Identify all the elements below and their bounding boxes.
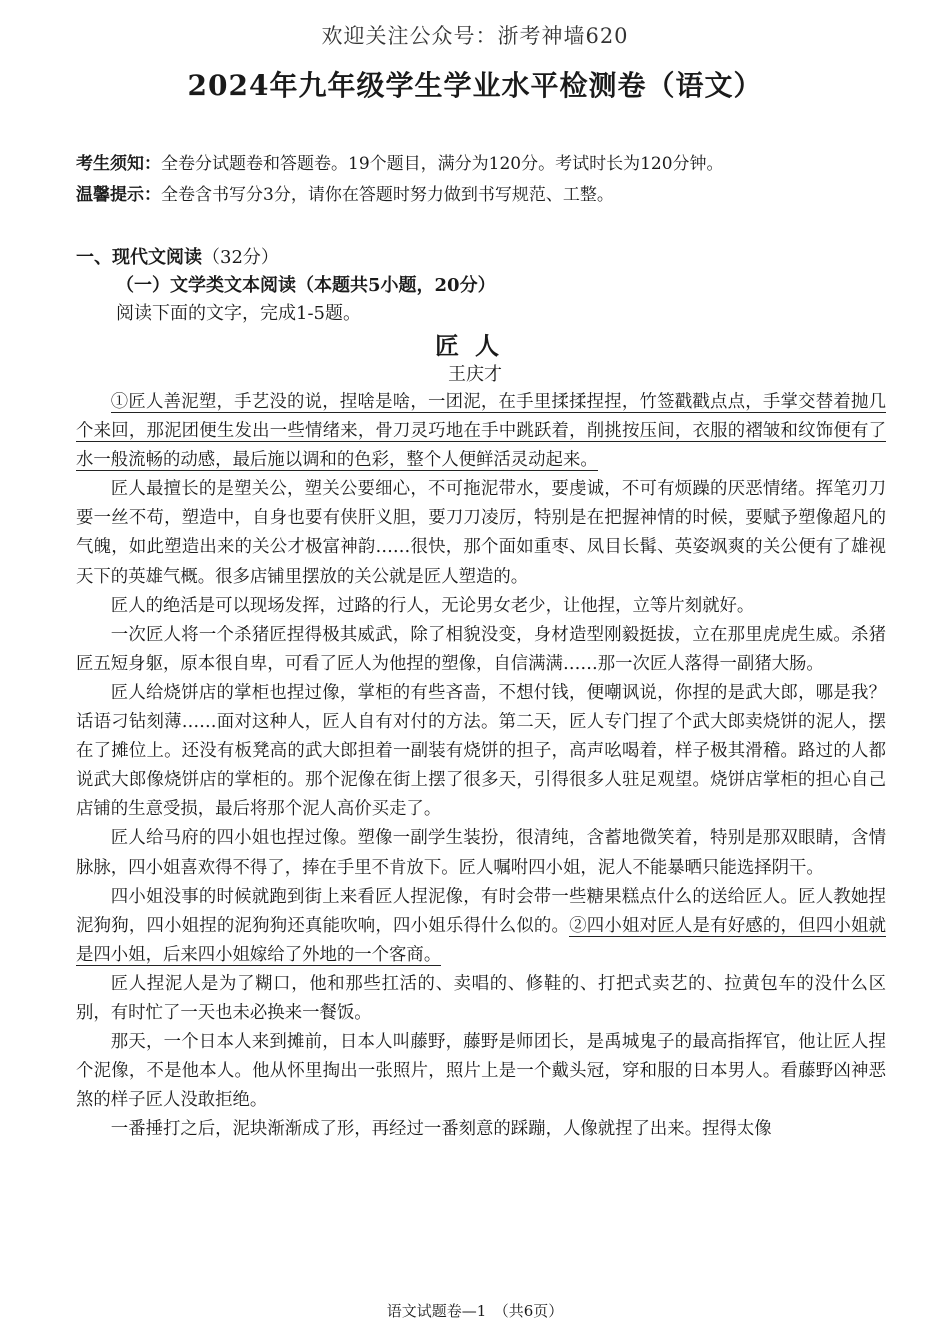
instruction-text: 阅读下面的文字，完成1-5题。 bbox=[116, 303, 361, 324]
notice-exam-rules bbox=[76, 152, 896, 176]
page-title: 2024年九年级学生学业水平检测卷（语文） bbox=[187, 69, 763, 102]
section-heading bbox=[76, 245, 279, 271]
paragraph: 那天，一个日本人来到摊前，日本人叫藤野，藤野是师团长，是禹城鬼子的最高指挥官，他让匠人捏个泥像，不是他本人。他从怀里掏出一张照片，照片上是一个戴头冠，穿和服的日本男人。看藤野凶神恶煞的样子匠人没敢拒绝。 bbox=[76, 1032, 886, 1111]
paragraph bbox=[76, 883, 886, 970]
story-author: 王庆才 bbox=[448, 364, 502, 385]
paragraph: 匠人给马府的四小姐也捏过像。塑像一副学生装扮，很清纯，含蓄地微笑着，特别是那双眼睛，含情脉脉，四小姐喜欢得不得了，捧在手里不肯放下。匠人嘱咐四小姐，泥人不能暴晒只能选择阴干。 bbox=[76, 828, 886, 878]
paragraph bbox=[76, 388, 886, 475]
notice-label: 考生须知： bbox=[76, 154, 161, 174]
underlined-sentence-2: ②四小姐对匠人是有好感的，但四小姐就是四小姐，后来四小姐嫁给了外地的一个客商。 bbox=[76, 915, 886, 965]
subsection-heading: （一）文学类文本阅读（本题共5小题，20分） bbox=[116, 275, 496, 296]
paragraph: 匠人捏泥人是为了糊口，他和那些扛活的、卖唱的、修鞋的、打把式卖艺的、拉黄包车的没什么区别，有时忙了一天也未必换来一餐饭。 bbox=[76, 973, 886, 1023]
watermark: 欢迎关注公众号：浙考神墙620 bbox=[321, 24, 629, 48]
paragraph: 匠人的绝活是可以现场发挥，过路的行人，无论男女老少，让他捏，立等片刻就好。 bbox=[110, 595, 755, 616]
paragraph: 匠人给烧饼店的掌柜也捏过像，掌柜的有些吝啬，不想付钱，便嘲讽说，你捏的是武大郎，哪是我？话语刁钻刻薄……面对这种人，匠人自有对付的方法。第二天，匠人专门捏了个武大郎卖烧饼的泥人，摆在了摊位上。还没有板凳高的武大郎担着一副装有烧饼的担子，高声吆喝着，样子极其滑稽。路过的人都说武大郎像烧饼店的掌柜的。那个泥像在街上摆了很多天，引得很多人驻足观望。烧饼店掌柜的担心自己店铺的生意受损，最后将那个泥人高价买走了。 bbox=[76, 682, 886, 820]
story-body bbox=[76, 388, 886, 1144]
notice-text: 全卷分试题卷和答题卷。19个题目，满分为120分。考试时长为120分钟。 bbox=[161, 154, 724, 174]
page-footer: 语文试题卷—1 （共6页） bbox=[386, 1302, 564, 1320]
notice-tip bbox=[76, 183, 896, 207]
paragraph: 一番捶打之后，泥块渐渐成了形，再经过一番刻意的踩蹦，人像就捏了出来。捏得太像 bbox=[110, 1119, 772, 1140]
section-points: （32分） bbox=[202, 247, 279, 268]
paragraph-text: 四小姐没事的时候就跑到街上来看匠人捏泥像，有时会带一些糖果糕点什么的送给匠人。匠人教她捏泥狗狗，四小姐捏的泥狗狗还真能吹响，四小姐乐得什么似的。 bbox=[76, 886, 886, 936]
notice-label: 温馨提示： bbox=[76, 185, 161, 205]
story-title: 匠人 bbox=[435, 331, 515, 360]
paragraph: 一次匠人将一个杀猪匠捏得极其威武，除了相貌没变，身材造型刚毅挺拔，立在那里虎虎生威。杀猪匠五短身躯，原本很自卑，可看了匠人为他捏的塑像，自信满满……那一次匠人落得一副猪大肠。 bbox=[76, 624, 886, 674]
section-title: 一、现代文阅读 bbox=[76, 247, 202, 268]
underlined-sentence-1: ①匠人善泥塑，手艺没的说，捏啥是啥，一团泥，在手里揉揉捏捏，竹签戳戳点点，手掌交替着抛几个来回，那泥团便生发出一些情绪来，骨刀灵巧地在手中跳跃着，削挑按压间，衣服的褶皱和纹饰便有了水一般流畅的动感，最后施以调和的色彩，整个人便鲜活灵动起来。 bbox=[76, 392, 886, 471]
notice-text: 全卷含书写分3分，请你在答题时努力做到书写规范、工整。 bbox=[161, 185, 614, 205]
paragraph: 匠人最擅长的是塑关公，塑关公要细心，不可拖泥带水，要虔诚，不可有烦躁的厌恶情绪。挥笔刃刀要一丝不苟，塑造中，自身也要有侠肝义胆，要刀刀凌厉，特别是在把握神情的时候，要赋予塑像超凡的气魄，如此塑造出来的关公才极富神韵……很快，那个面如重枣、凤目长髯、英姿飒爽的关公便有了雄视天下的英雄气概。很多店铺里摆放的关公就是匠人塑造的。 bbox=[76, 479, 886, 587]
